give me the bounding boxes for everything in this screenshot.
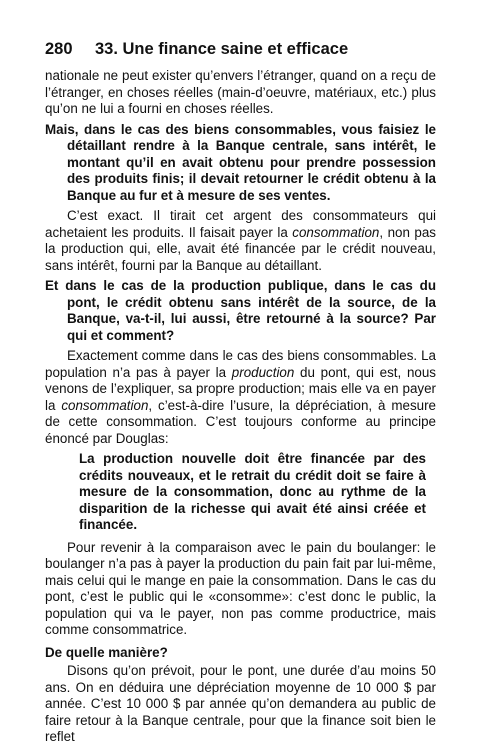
question-1: Mais, dans le cas des biens consommables, vous faisiez le détaillant rendre à la Banque centrale, sans intérêt, le montant qu’il en avait obtenu pour prendre possession des produits finis; il devait retourner le crédit obtenu à la Banque au fur et à mesure de ses ventes.: [45, 121, 436, 203]
emphasis-production: production: [231, 364, 295, 380]
depreciation-paragraph: Disons qu’on prévoit, pour le pont, une durée d’au moins 50 ans. On en déduira une dépréciation moyenne de 10 000 $ par année. C’est 10 000 $ par année qu’on demandera au public de faire retour à la Banque centrale, pour que la finance soit bien le reflet: [45, 663, 436, 744]
emphasis-consommation: consommation: [292, 224, 380, 240]
emphasis-consommation-2: consommation: [61, 397, 149, 413]
section-question: De quelle manière?: [45, 644, 168, 660]
bread-comparison-paragraph: Pour revenir à la comparaison avec le pain du boulanger: le boulanger n’a pas à payer la production du pain fait par lui-même, mais celui qui le mange en paie la consommation. Dans le cas du pont, c’est le public qui le «consomme»: c’est donc le public, la population qui va le payer, non pas comme productrice, mais comme consommatrice.: [45, 539, 436, 637]
answer-paragraph-1: C’est exact. Il tirait cet argent des consommateurs qui achetaient les produits. Il faisait payer la consommation, non pas la production qui, elle, avait été financée par le crédit nouveau, sans intérêt, fourni par la Banque au détaillant.: [45, 208, 436, 273]
page-header: [45, 40, 436, 59]
paragraph-continued: nationale ne peut exister qu’envers l’étranger, quand on a reçu de l’étranger, en choses réelles (main-d’oeuvre, matériaux, etc.) plus qu’on ne lui a fourni en choses réelles.: [45, 68, 436, 116]
question-2: Et dans le cas de la production publique, dans le cas du pont, le crédit obtenu sans intérêt de la source, de la Banque, va-t-il, lui aussi, être retourné à la source? Par qui et comment?: [45, 278, 436, 343]
page-number: 280: [45, 40, 73, 58]
chapter-title: 33. Une finance saine et efficace: [95, 40, 349, 58]
douglas-principle-quote: La production nouvelle doit être financée par des crédits nouveaux, et le retrait du crédit doit se faire à mesure de la consommation, donc au rythme de la disparition de la richesse qui avait été ainsi créée et financée.: [79, 451, 426, 532]
answer-paragraph-2: Exactement comme dans le cas des biens consommables. La population n’a pas à payer la production du pont, qui est, nous venons de l’expliquer, sa propre production; mais elle va en payer la consommation, c’est-à-dire l’usure, la dépréciation, à mesure de cette consommation. C’est toujours conforme au principe énoncé par Douglas:: [45, 348, 436, 446]
